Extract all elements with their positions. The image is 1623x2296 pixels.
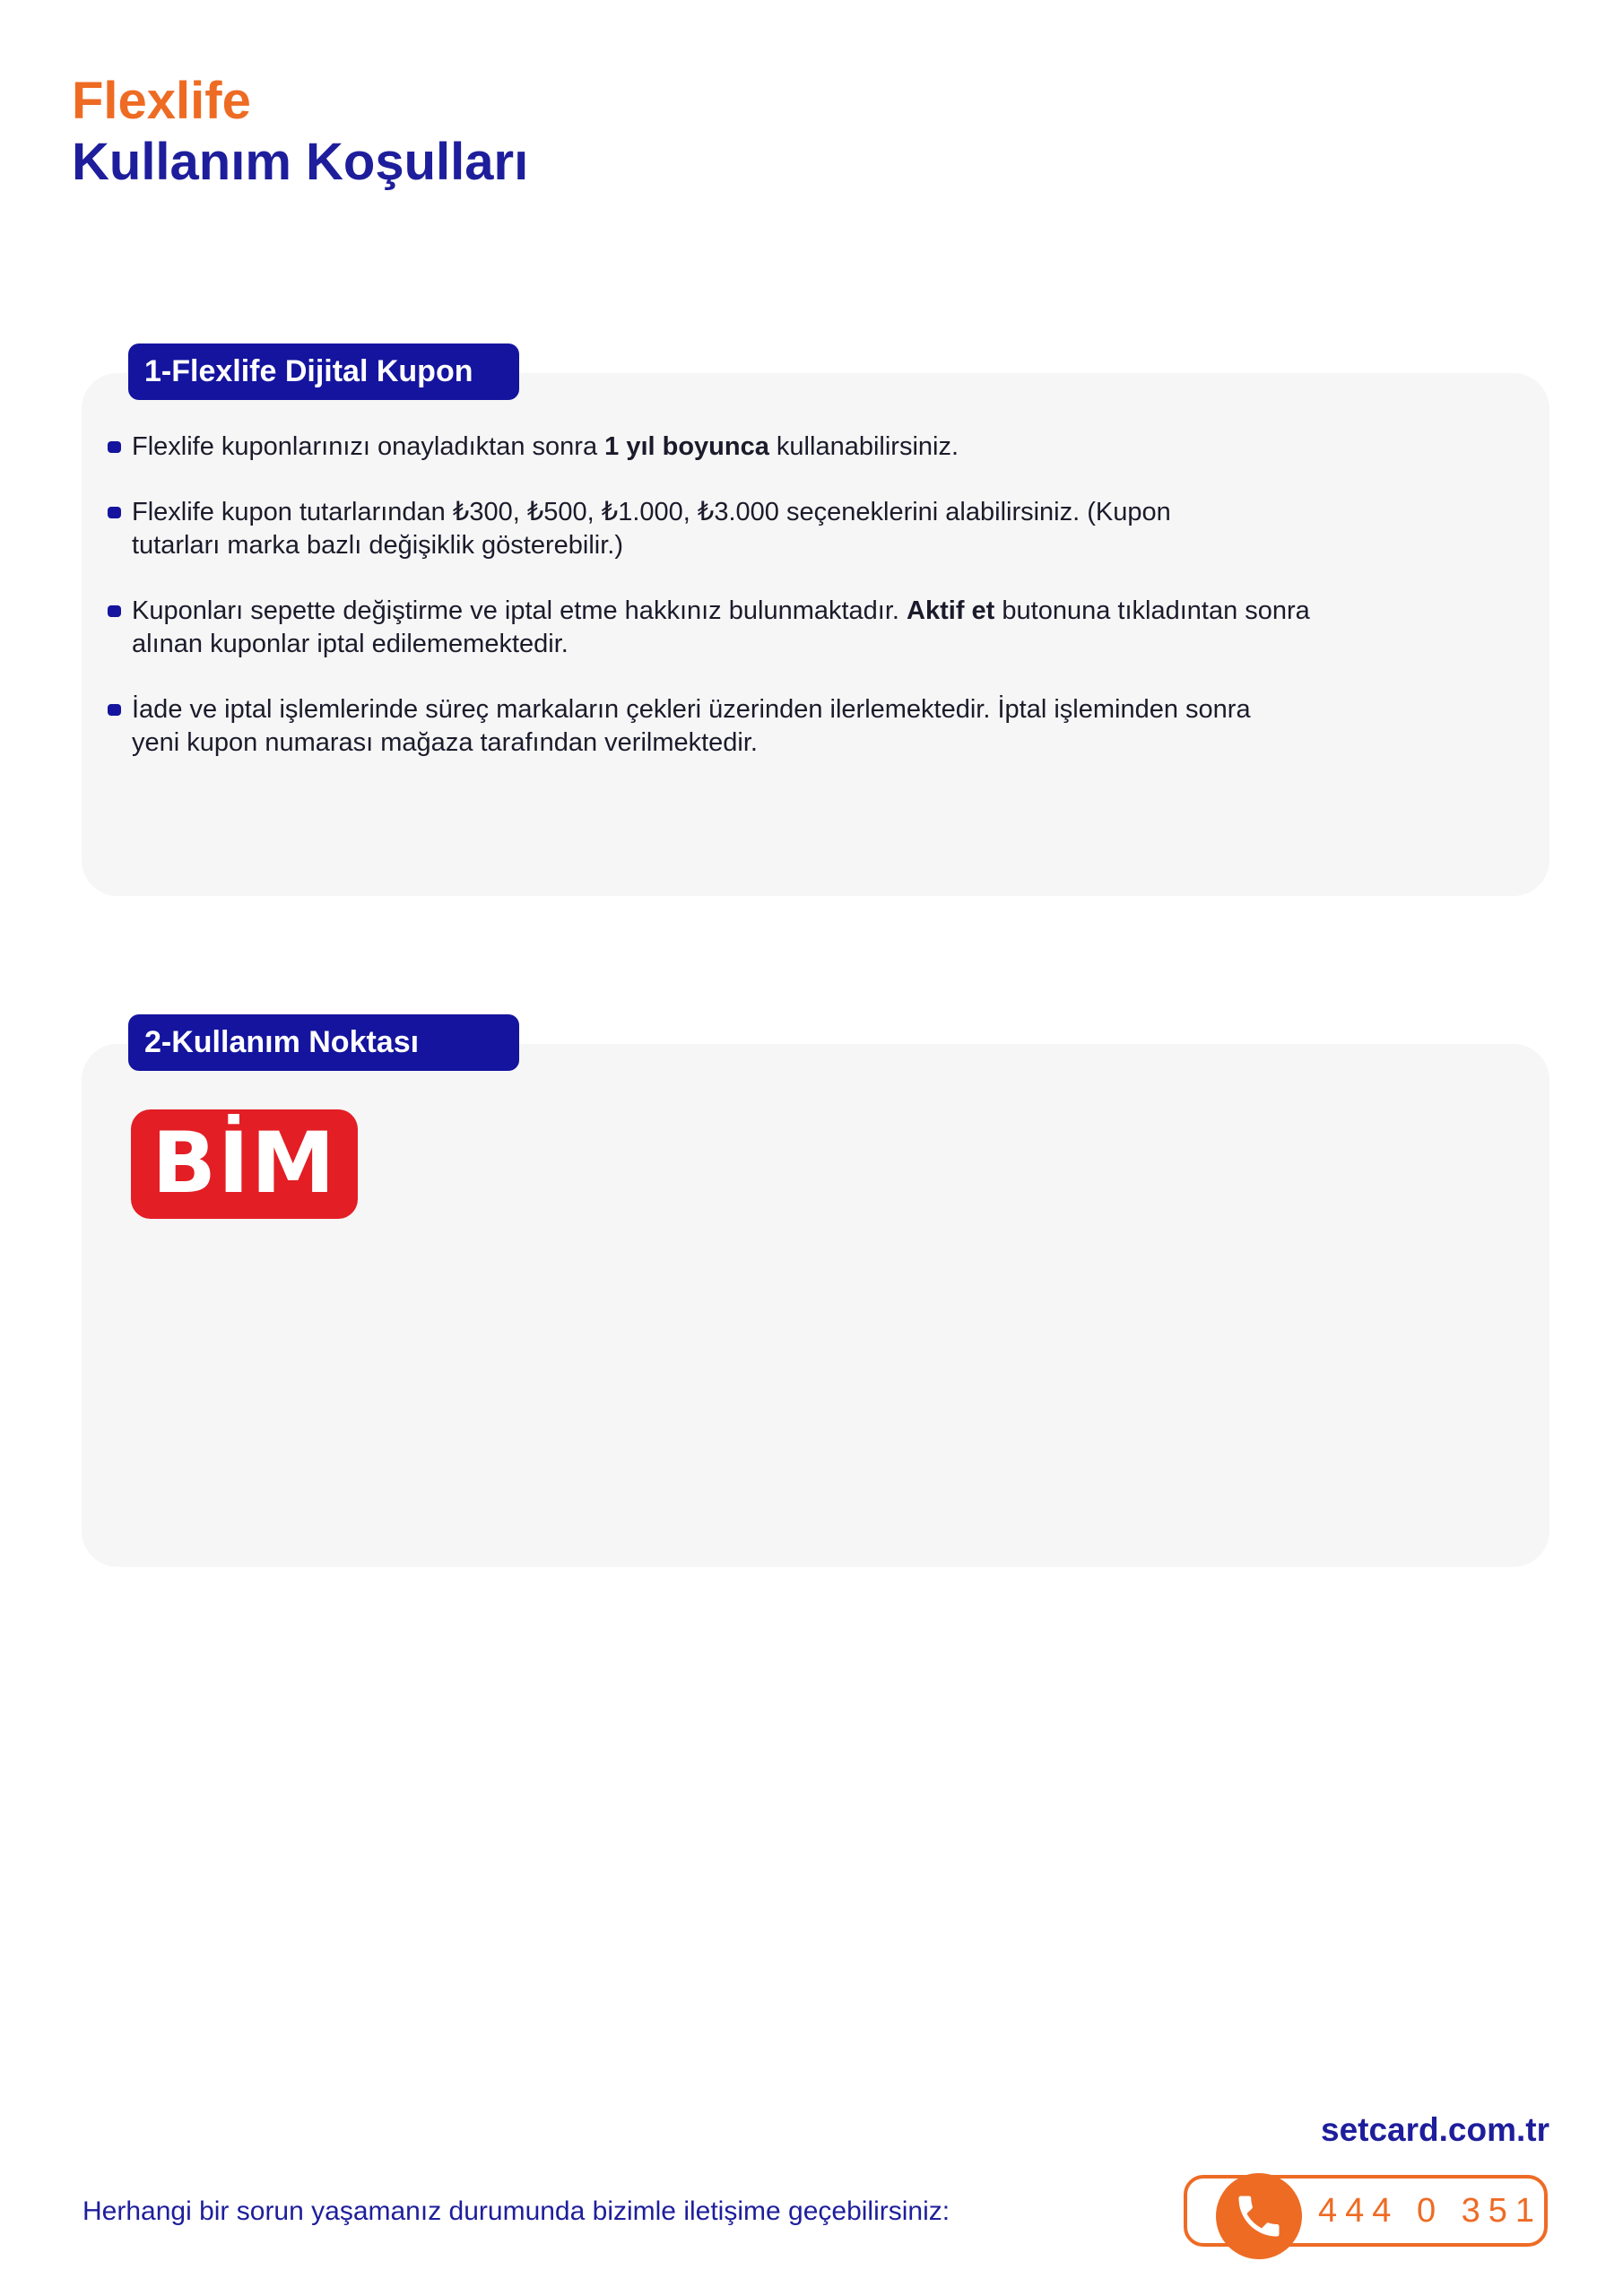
term-text-end: kullanabilirsiniz. bbox=[768, 432, 959, 461]
term-highlight: Aktif et bbox=[907, 596, 995, 625]
page-header bbox=[72, 70, 528, 192]
phone-icon bbox=[1232, 2189, 1286, 2243]
term-text: Flexlife kupon tutarlarından ₺300, ₺500, ₺1.000, ₺3.000 seçeneklerini alabilirsiniz. (Kupon tutarları marka bazlı değişiklik gösterebilir.) bbox=[132, 498, 1171, 560]
bim-logo: BİM bbox=[131, 1109, 358, 1219]
term-item-3 bbox=[108, 595, 1369, 661]
bullet-icon bbox=[108, 441, 121, 453]
terms-list bbox=[108, 430, 1363, 792]
contact-text: Herhangi bir sorun yaşamanız durumunda bizimle iletişime geçebilirsiniz: bbox=[82, 2196, 950, 2226]
term-text: İade ve iptal işlemlerinde süreç markaların çekleri üzerinden ilerlemektedir. İptal işleminden sonra yeni kupon numarası mağaza tarafından verilmektedir. bbox=[132, 695, 1251, 757]
section-2-tab: 2-Kullanım Noktası bbox=[128, 1014, 519, 1071]
phone-contact[interactable] bbox=[1184, 2175, 1548, 2247]
term-item-2 bbox=[108, 496, 1244, 562]
bullet-icon bbox=[108, 507, 121, 518]
brand-name: Flexlife bbox=[72, 72, 251, 130]
term-item-4 bbox=[108, 693, 1298, 760]
term-highlight: 1 yıl boyunca bbox=[604, 432, 769, 461]
page-title: Kullanım Koşulları bbox=[72, 133, 529, 191]
phone-number: 444 0 351 bbox=[1318, 2192, 1543, 2230]
term-item-1 bbox=[108, 430, 1363, 464]
phone-icon-badge bbox=[1216, 2173, 1302, 2259]
term-text-end: butonuna tıkladıntan sonra alınan kuponlar iptal edilememektedir. bbox=[132, 596, 1310, 658]
term-text: Flexlife kuponlarınızı onayladıktan sonra bbox=[132, 432, 605, 461]
term-text: Kuponları sepette değiştirme ve iptal etme hakkınız bulunmaktadır. bbox=[132, 596, 907, 625]
bullet-icon bbox=[108, 605, 121, 617]
section-1-tab: 1-Flexlife Dijital Kupon bbox=[128, 344, 519, 400]
bullet-icon bbox=[108, 704, 121, 716]
website-link[interactable]: setcard.com.tr bbox=[1321, 2111, 1549, 2148]
